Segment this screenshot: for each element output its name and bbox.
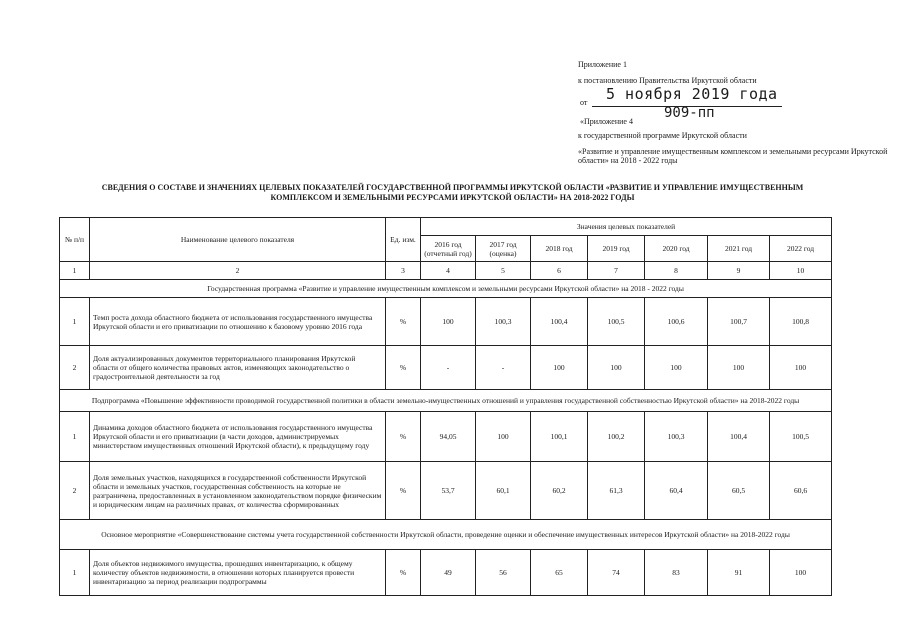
- value-cell: 100,4: [531, 298, 588, 346]
- value-cell: 100,1: [531, 412, 588, 462]
- header-year: 2019 год: [588, 236, 645, 262]
- header-year: 2018 год: [531, 236, 588, 262]
- document-title: СВЕДЕНИЯ О СОСТАВЕ И ЗНАЧЕНИЯХ ЦЕЛЕВЫХ ПОКАЗАТЕЛЕЙ ГОСУДАРСТВЕННОЙ ПРОГРАММЫ ИРКУТСКОЙ ОБЛАСТИ «РАЗВИТИЕ И УПРАВЛЕНИЕ ИМУЩЕСТВЕННЫМ КОМПЛЕКСОМ И ЗЕМЕЛЬНЫМИ РЕСУРСАМИ ИРКУТСКОЙ ОБЛАСТИ» НА 2018-2022 ГОДЫ: [101, 183, 804, 202]
- value-cell: 53,7: [421, 462, 476, 520]
- value-cell: 100,2: [588, 412, 645, 462]
- col-number: 5: [476, 262, 531, 280]
- indicator-name: Доля актуализированных документов территориального планирования Иркутской области от общего количества правовых актов, изменяющих законодательство о градостроительной деятельности за год: [90, 346, 386, 390]
- value-cell: 100,3: [476, 298, 531, 346]
- indicator-name: Доля объектов недвижимого имущества, прошедших инвентаризацию, к общему количеству объектов недвижимости, в отношении которых планируется провести инвентаризацию за период реализации подпрограммы: [90, 550, 386, 596]
- value-cell: 100,6: [645, 298, 708, 346]
- document-number: 909-пп: [664, 105, 715, 122]
- col-number: 4: [421, 262, 476, 280]
- section-title: Государственная программа «Развитие и управление имущественным комплексом и земельными ресурсами Иркутской области» на 2018 - 2022 годы: [60, 280, 832, 298]
- value-cell: 61,3: [588, 462, 645, 520]
- appendix-program-line: к государственной программе Иркутской области: [578, 131, 747, 141]
- section-title: Подпрограмма «Повышение эффективности проводимой государственной политики в области земельно-имущественных отношений и управления государственной собственностью Иркутской области» на 2018-2022 годы: [60, 390, 832, 412]
- table-row: [60, 346, 832, 390]
- indicator-name: Динамика доходов областного бюджета от использования государственного имущества Иркутской области и его приватизации (в части доходов, администрируемых министерством имущественных отношений Иркутской области), к предыдущему году: [90, 412, 386, 462]
- value-cell: -: [421, 346, 476, 390]
- value-cell: 83: [645, 550, 708, 596]
- value-cell: 100: [588, 346, 645, 390]
- value-cell: 49: [421, 550, 476, 596]
- value-cell: 100: [476, 412, 531, 462]
- from-label: от: [580, 98, 588, 108]
- value-cell: 60,4: [645, 462, 708, 520]
- value-cell: 65: [531, 550, 588, 596]
- value-cell: 91: [708, 550, 770, 596]
- row-num: 1: [60, 550, 90, 596]
- header-values-group: Значения целевых показателей: [421, 218, 832, 236]
- number-row: [578, 105, 898, 127]
- appendix-line1: Приложение 1: [578, 60, 627, 69]
- header-num: № п/п: [60, 218, 90, 262]
- value-cell: 100: [770, 346, 832, 390]
- date-row: [578, 85, 898, 108]
- col-number: 3: [386, 262, 421, 280]
- header-year: 2016 год (отчетный год): [421, 236, 476, 262]
- value-cell: 100,7: [708, 298, 770, 346]
- value-cell: 100,8: [770, 298, 832, 346]
- value-cell: 56: [476, 550, 531, 596]
- header-year: 2020 год: [645, 236, 708, 262]
- col-number: 8: [645, 262, 708, 280]
- value-cell: 100,5: [770, 412, 832, 462]
- col-number: 7: [588, 262, 645, 280]
- column-number-row: [60, 262, 832, 280]
- col-number: 10: [770, 262, 832, 280]
- value-cell: 100: [645, 346, 708, 390]
- header-year: 2017 год (оценка): [476, 236, 531, 262]
- appendix-program-name: «Развитие и управление имущественным комплексом и земельными ресурсами Иркутской области» на 2018 - 2022 годы: [578, 146, 888, 166]
- section-title: Основное мероприятие «Совершенствование системы учета государственной собственности Иркутской области, проведение оценки и обеспечение имущественных интересов Иркутской области» на 2018-2022 годы: [60, 520, 832, 550]
- value-cell: 60,5: [708, 462, 770, 520]
- unit-cell: %: [386, 298, 421, 346]
- value-cell: 74: [588, 550, 645, 596]
- section-row: [60, 390, 832, 412]
- unit-cell: %: [386, 346, 421, 390]
- header-year: 2022 год: [770, 236, 832, 262]
- unit-cell: %: [386, 550, 421, 596]
- header-year: 2021 год: [708, 236, 770, 262]
- table-row: [60, 550, 832, 596]
- row-num: 2: [60, 462, 90, 520]
- value-cell: 100,5: [588, 298, 645, 346]
- table-row: [60, 462, 832, 520]
- indicator-name: Темп роста дохода областного бюджета от использования государственного имущества Иркутской области и его приватизации по отношению к базовому уровню 2016 года: [90, 298, 386, 346]
- annex4-label: «Приложение 4: [580, 117, 633, 127]
- value-cell: -: [476, 346, 531, 390]
- section-row: [60, 520, 832, 550]
- section-row: [60, 280, 832, 298]
- value-cell: 100: [708, 346, 770, 390]
- header-name: Наименование целевого показателя: [90, 218, 386, 262]
- value-cell: 100: [770, 550, 832, 596]
- value-cell: 100,4: [708, 412, 770, 462]
- col-number: 2: [90, 262, 386, 280]
- date-handwritten: 5 ноября 2019 года: [606, 85, 778, 104]
- indicators-table: [59, 217, 832, 596]
- value-cell: 60,6: [770, 462, 832, 520]
- appendix-line2: к постановлению Правительства Иркутской области: [578, 75, 757, 85]
- value-cell: 60,1: [476, 462, 531, 520]
- appendix-block: [578, 60, 898, 172]
- value-cell: 100: [531, 346, 588, 390]
- row-num: 2: [60, 346, 90, 390]
- unit-cell: %: [386, 462, 421, 520]
- table-row: [60, 298, 832, 346]
- col-number: 1: [60, 262, 90, 280]
- indicator-name: Доля земельных участков, находящихся в государственной собственности Иркутской области и земельных участков, государственная собственность на которые не разграничена, предоставленных в установленном законодательством порядке физическим и юридическим лицам на различных правах, от количества сформированных: [90, 462, 386, 520]
- table-row: [60, 412, 832, 462]
- row-num: 1: [60, 412, 90, 462]
- header-unit: Ед. изм.: [386, 218, 421, 262]
- col-number: 6: [531, 262, 588, 280]
- row-num: 1: [60, 298, 90, 346]
- value-cell: 100: [421, 298, 476, 346]
- value-cell: 100,3: [645, 412, 708, 462]
- unit-cell: %: [386, 412, 421, 462]
- value-cell: 60,2: [531, 462, 588, 520]
- col-number: 9: [708, 262, 770, 280]
- value-cell: 94,05: [421, 412, 476, 462]
